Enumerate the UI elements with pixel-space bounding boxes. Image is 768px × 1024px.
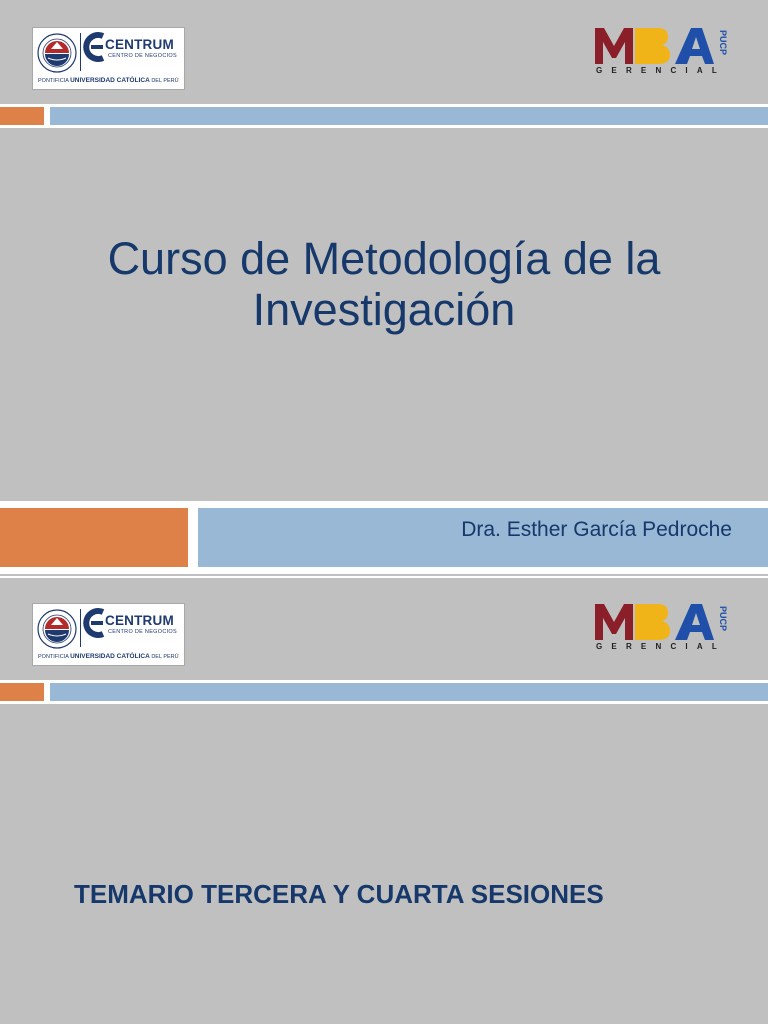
centrum-subtitle: CENTRO DE NEGOCIOS bbox=[108, 53, 177, 59]
mba-letters-icon bbox=[594, 600, 728, 642]
pucp-prefix: PONTIFICIA bbox=[38, 654, 69, 660]
title-line-2: Investigación bbox=[252, 284, 516, 335]
header-band bbox=[0, 680, 768, 704]
slide-2 bbox=[0, 578, 768, 1024]
centrum-e-icon bbox=[85, 33, 105, 61]
logo-divider bbox=[80, 33, 81, 71]
mba-pucp-label: PUCP bbox=[718, 606, 728, 632]
pucp-suffix: DEL PERÚ bbox=[151, 654, 179, 660]
pucp-seal-icon bbox=[37, 33, 77, 73]
mba-gerencial-logo bbox=[594, 24, 728, 80]
logo-divider bbox=[80, 609, 81, 647]
mba-gerencial-logo bbox=[594, 600, 728, 656]
pucp-seal-icon bbox=[37, 609, 77, 649]
centrum-pucp-logo bbox=[32, 27, 185, 90]
centrum-name: CENTRUM bbox=[105, 613, 174, 628]
pucp-name bbox=[38, 653, 179, 660]
footer-orange-bar bbox=[0, 508, 188, 567]
centrum-pucp-logo bbox=[32, 603, 185, 666]
title-line-1: Curso de Metodología de la bbox=[107, 233, 661, 284]
mba-gerencial-label: GERENCIAL bbox=[596, 66, 726, 75]
pucp-name bbox=[38, 77, 179, 84]
mba-letters-icon bbox=[594, 24, 728, 66]
centrum-name: CENTRUM bbox=[105, 37, 174, 52]
slide-subtitle: TEMARIO TERCERA Y CUARTA SESIONES bbox=[74, 879, 604, 909]
pucp-prefix: PONTIFICIA bbox=[38, 78, 69, 84]
mba-pucp-label: PUCP bbox=[718, 30, 728, 56]
centrum-e-icon bbox=[85, 609, 105, 637]
header-band bbox=[0, 104, 768, 128]
pucp-suffix: DEL PERÚ bbox=[151, 78, 179, 84]
slide-title bbox=[0, 233, 768, 335]
author-name: Dra. Esther García Pedroche bbox=[461, 518, 732, 541]
header-orange-bar bbox=[0, 683, 44, 701]
centrum-subtitle: CENTRO DE NEGOCIOS bbox=[108, 629, 177, 635]
header-orange-bar bbox=[0, 107, 44, 125]
header-blue-bar bbox=[50, 107, 768, 125]
mba-gerencial-label: GERENCIAL bbox=[596, 642, 726, 651]
pucp-main: UNIVERSIDAD CATÓLICA bbox=[70, 653, 150, 660]
header-blue-bar bbox=[50, 683, 768, 701]
pucp-main: UNIVERSIDAD CATÓLICA bbox=[70, 77, 150, 84]
